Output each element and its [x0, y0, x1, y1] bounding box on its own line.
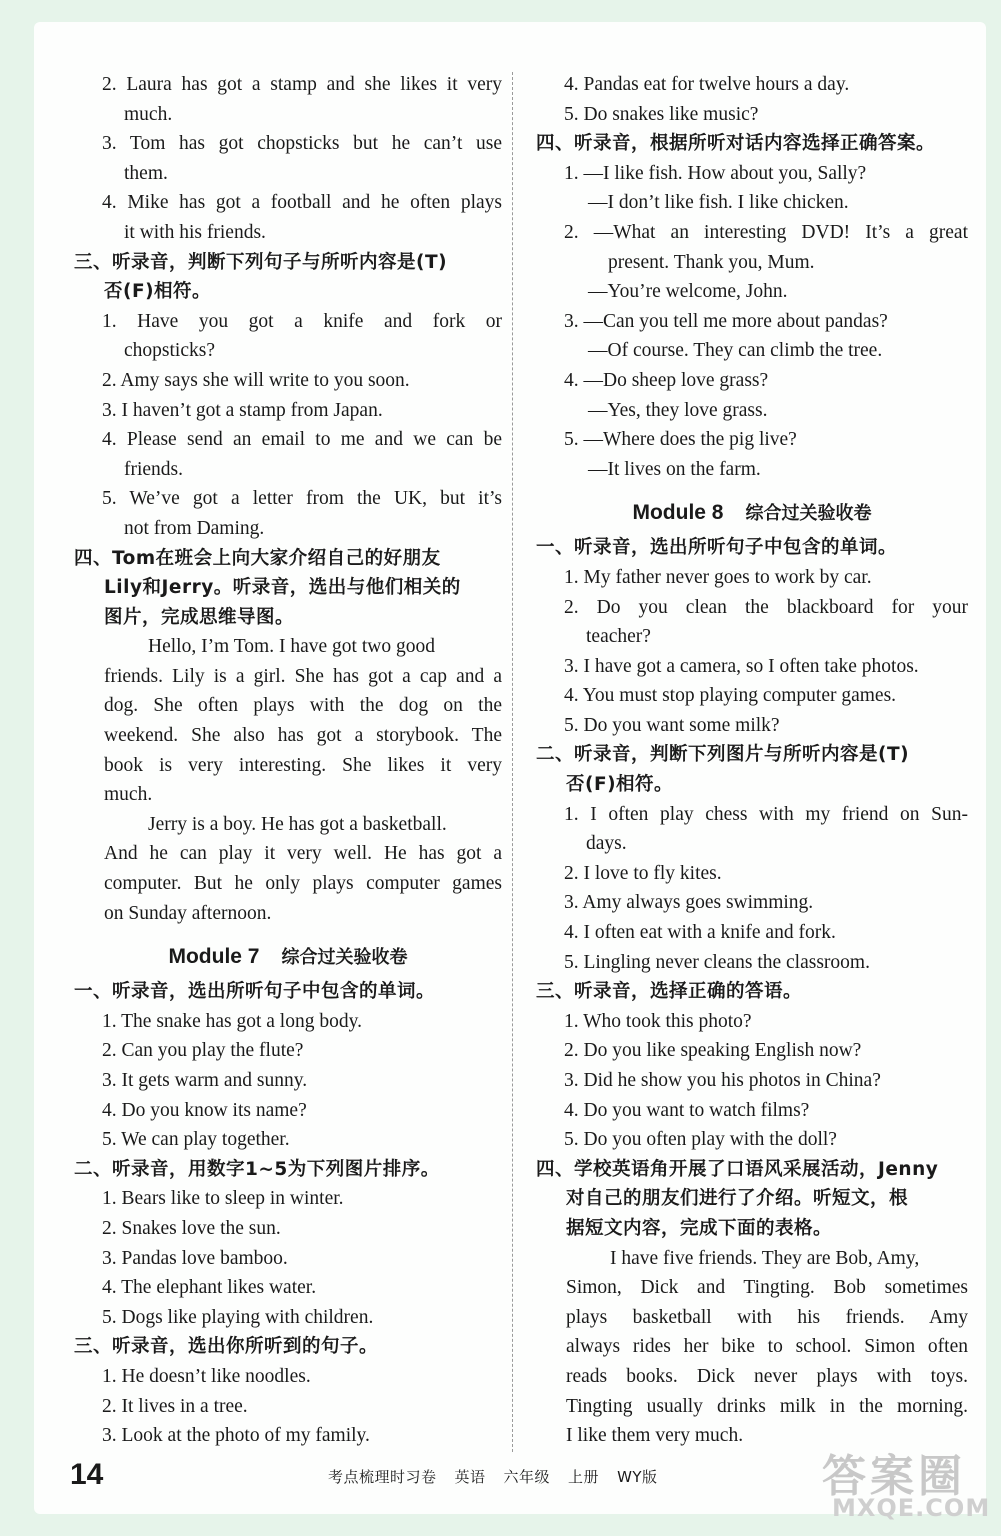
text-line: And he can play it very well. He has got a: [104, 843, 502, 865]
section-heading: Lily和Jerry。听录音，选出与他们相关的: [104, 577, 461, 599]
text-line: 1. I often play chess with my friend on Sun-: [564, 803, 968, 825]
column-divider: [512, 72, 513, 1452]
text-line: 1. Have you got a knife and fork or: [102, 310, 502, 332]
text-line: 1. The snake has got a long body.: [102, 1010, 362, 1032]
section-heading: 对自己的朋友们进行了介绍。听短文，根: [566, 1188, 909, 1210]
text-line: 2. Snakes love the sun.: [102, 1217, 281, 1239]
section-heading: 四、学校英语角开展了口语风采展活动，Jenny: [536, 1158, 939, 1180]
text-line: 4. Mike has got a football and he often plays: [102, 192, 502, 214]
text-line: 3. I haven’t got a stamp from Japan.: [102, 399, 383, 421]
text-line: 5. Dogs like playing with children.: [102, 1306, 374, 1328]
right-column: [536, 70, 968, 1451]
text-line: on Sunday afternoon.: [104, 902, 272, 924]
left-column: [74, 70, 502, 1451]
section-heading: 二、听录音，用数字1~5为下列图片排序。: [74, 1158, 440, 1180]
text-line: Simon, Dick and Tingting. Bob sometimes: [566, 1277, 968, 1299]
text-line: 3. —Can you tell me more about pandas?: [564, 310, 888, 332]
text-line: weekend. She also has got a storybook. The: [104, 725, 502, 747]
text-line: days.: [586, 833, 627, 855]
text-line: not from Daming.: [124, 517, 265, 539]
text-line: 4. You must stop playing computer games.: [564, 685, 897, 707]
section-heading: 四、听录音，根据所听对话内容选择正确答案。: [536, 133, 936, 155]
text-line: 2. It lives in a tree.: [102, 1395, 248, 1417]
section-heading: 四、Tom在班会上向大家介绍自己的好朋友: [74, 547, 441, 569]
text-line: dog. She often plays with the dog on the: [104, 695, 502, 717]
text-line: I have five friends. They are Bob, Amy,: [610, 1247, 920, 1269]
text-line: 3. Tom has got chopsticks but he can’t use: [102, 133, 502, 155]
section-heading: 一、听录音，选出所听句子中包含的单词。: [74, 981, 436, 1003]
page-footer: [70, 1458, 770, 1498]
text-line: book is very interesting. She likes it very: [104, 754, 502, 776]
text-line: 3. Did he show you his photos in China?: [564, 1070, 881, 1091]
left-text-block-2: [74, 977, 502, 1451]
section-heading: 否(F)相符。: [104, 281, 212, 303]
text-line: it with his friends.: [124, 221, 266, 243]
module-subtitle: 综合过关验收卷: [281, 947, 408, 969]
section-heading: 否(F)相符。: [566, 774, 674, 796]
section-heading: 一、听录音，选出所听句子中包含的单词。: [536, 537, 898, 559]
text-line: reads books. Dick never plays with toys.: [566, 1365, 968, 1387]
text-line: 2. Amy says she will write to you soon.: [102, 369, 410, 391]
section-heading: 二、听录音，判断下列图片与所听内容是(T): [536, 744, 910, 766]
text-line: 1. —I like fish. How about you, Sally?: [564, 162, 867, 184]
text-line: 2. Do you like speaking English now?: [564, 1040, 862, 1062]
text-line: 2. Do you clean the blackboard for your: [564, 596, 968, 618]
section-heading: 三、听录音，选择正确的答语。: [536, 981, 803, 1003]
text-line: 5. —Where does the pig live?: [564, 429, 797, 451]
module-subtitle: 综合过关验收卷: [745, 503, 872, 525]
module-heading-8: [536, 498, 968, 529]
text-line: I like them very much.: [566, 1425, 744, 1447]
series-edition: WY版: [617, 1468, 658, 1486]
page-number: 14: [70, 1458, 104, 1491]
text-line: Hello, I’m Tom. I have got two good: [148, 636, 435, 658]
text-line: 3. Look at the photo of my family.: [102, 1425, 370, 1447]
watermark-logo: [808, 1440, 991, 1528]
text-line: 5. Do you often play with the doll?: [564, 1129, 837, 1151]
text-line: 4. Please send an email to me and we can be: [102, 429, 502, 451]
text-line: —Yes, they love grass.: [588, 399, 768, 421]
section-heading: 三、听录音，判断下列句子与所听内容是(T): [74, 251, 448, 273]
left-text-block-1: [74, 70, 502, 928]
text-line: 5. Do you want some milk?: [564, 714, 780, 736]
text-line: teacher?: [586, 626, 651, 648]
text-line: present. Thank you, Mum.: [608, 251, 815, 273]
text-line: —You’re welcome, John.: [588, 281, 788, 303]
text-line: 2. I love to fly kites.: [564, 862, 722, 884]
section-heading: 三、听录音，选出你所听到的句子。: [74, 1336, 379, 1358]
text-line: 4. Do you know its name?: [102, 1099, 307, 1121]
text-line: 3. Pandas love bamboo.: [102, 1247, 288, 1269]
text-line: 4. I often eat with a knife and fork.: [564, 922, 836, 944]
text-line: 2. Laura has got a stamp and she likes it very: [102, 74, 502, 95]
page-sheet: [34, 22, 986, 1514]
right-text-block-2: [536, 533, 968, 1450]
text-line: plays basketball with his friends. Amy: [566, 1306, 968, 1328]
text-line: computer. But he only plays computer games: [104, 873, 502, 895]
text-line: 3. I have got a camera, so I often take photos.: [564, 655, 919, 677]
text-line: 5. We’ve got a letter from the UK, but it’s: [102, 488, 502, 510]
text-line: 1. Bears like to sleep in winter.: [102, 1188, 344, 1210]
text-line: 1. Who took this photo?: [564, 1010, 752, 1032]
series-grade: 六年级: [503, 1468, 551, 1486]
module-title: Module 8: [632, 501, 724, 525]
series-subject: 英语: [454, 1468, 486, 1486]
book-series-info: [328, 1466, 676, 1487]
text-line: 4. —Do sheep love grass?: [564, 369, 769, 391]
module-heading-7: [74, 942, 502, 973]
text-line: 4. Pandas eat for twelve hours a day.: [564, 74, 850, 95]
text-line: —It lives on the farm.: [588, 458, 761, 480]
module-title: Module 7: [168, 945, 260, 969]
text-line: 3. It gets warm and sunny.: [102, 1070, 308, 1091]
text-line: 5. Do snakes like music?: [564, 103, 759, 125]
text-line: —Of course. They can climb the tree.: [588, 340, 883, 362]
text-line: 4. The elephant likes water.: [102, 1277, 317, 1299]
text-line: —I don’t like fish. I like chicken.: [588, 192, 849, 214]
right-text-block-1: [536, 70, 968, 484]
text-line: 2. Can you play the flute?: [102, 1040, 304, 1062]
text-line: Tingting usually drinks milk in the morning.: [566, 1395, 968, 1417]
text-line: 5. Lingling never cleans the classroom.: [564, 951, 870, 973]
text-line: friends.: [124, 458, 184, 480]
text-line: chopsticks?: [124, 340, 215, 362]
watermark-url: MXQE.COM: [832, 1494, 991, 1522]
text-line: 5. We can play together.: [102, 1129, 290, 1151]
series-volume: 上册: [568, 1468, 600, 1486]
text-line: 1. He doesn’t like noodles.: [102, 1365, 311, 1387]
text-line: always rides her bike to school. Simon often: [566, 1336, 968, 1358]
series-title: 考点梳理时习卷: [328, 1468, 437, 1486]
text-line: much.: [104, 784, 153, 806]
text-line: Jerry is a boy. He has got a basketball.: [148, 813, 447, 835]
text-line: much.: [124, 103, 173, 125]
text-line: 2. —What an interesting DVD! It’s a great: [564, 221, 968, 243]
text-line: 1. My father never goes to work by car.: [564, 566, 872, 588]
section-heading: 图片，完成思维导图。: [104, 606, 295, 628]
text-line: friends. Lily is a girl. She has got a cap and a: [104, 665, 502, 687]
text-line: 3. Amy always goes swimming.: [564, 892, 814, 914]
section-heading: 据短文内容，完成下面的表格。: [566, 1217, 833, 1239]
text-line: them.: [124, 162, 168, 184]
text-line: 4. Do you want to watch films?: [564, 1099, 810, 1121]
watermark-glyphs: 答案圈: [822, 1451, 966, 1502]
